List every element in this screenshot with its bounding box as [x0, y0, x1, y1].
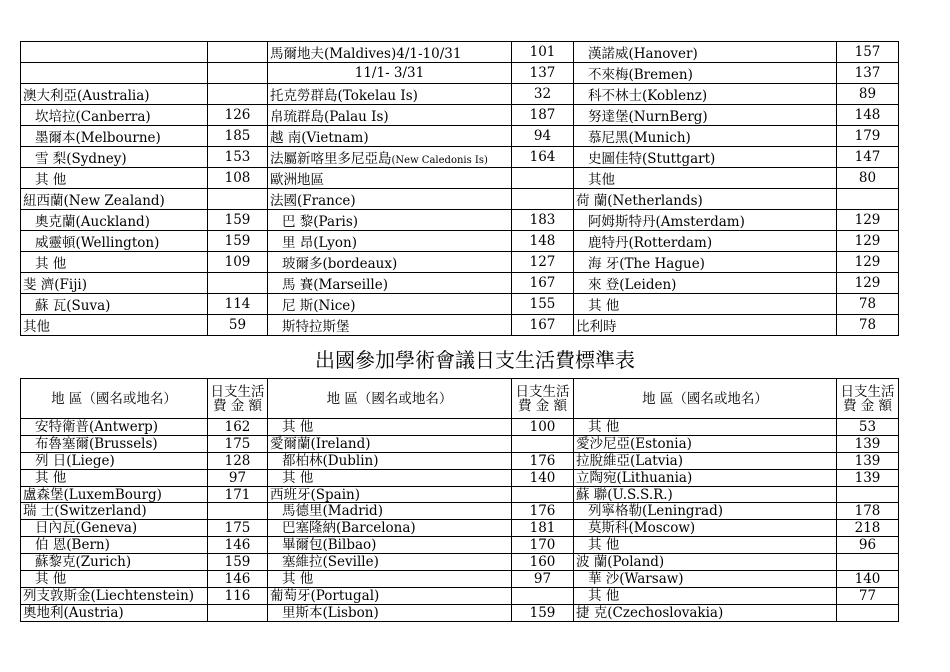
table-row — [21, 419, 899, 436]
table-row — [21, 587, 899, 604]
region-cell: 托克勞群島(Tokelau Is) — [268, 84, 512, 105]
region-cell: 瑞 士(Switzerland) — [21, 503, 208, 520]
amount-cell: 137 — [512, 63, 574, 84]
region-cell: 越 南(Vietnam) — [268, 126, 512, 147]
region-cell: 墨爾本(Melbourne) — [21, 126, 208, 147]
region-cell: 巴 黎(Paris) — [268, 210, 512, 231]
amount-cell — [837, 486, 899, 503]
region-cell: 其 他 — [574, 587, 837, 604]
region-cell: 帛琉群島(Palau Is) — [268, 105, 512, 126]
region-cell — [21, 42, 208, 63]
table-row — [21, 42, 899, 63]
amount-cell — [208, 84, 268, 105]
amount-cell — [208, 604, 268, 621]
region-cell: 澳大利亞(Australia) — [21, 84, 208, 105]
region-cell: 波 蘭(Poland) — [574, 554, 837, 571]
amount-cell: 159 — [208, 554, 268, 571]
amount-cell: 146 — [208, 571, 268, 588]
amount-cell: 181 — [512, 520, 574, 537]
region-cell: 蘇 聯(U.S.S.R.) — [574, 486, 837, 503]
amount-cell: 153 — [208, 147, 268, 168]
table-row — [21, 294, 899, 315]
table-row — [21, 252, 899, 273]
amount-cell: 178 — [837, 503, 899, 520]
amount-cell: 101 — [512, 42, 574, 63]
region-cell: 其他 — [574, 168, 837, 189]
table-row — [21, 189, 899, 210]
region-cell: 莫斯科(Moscow) — [574, 520, 837, 537]
amount-cell — [512, 168, 574, 189]
allowance-table — [20, 378, 899, 622]
region-cell: 都柏林(Dublin) — [268, 452, 512, 469]
region-cell: 布魯塞爾(Brussels) — [21, 435, 208, 452]
amount-cell: 129 — [837, 231, 899, 252]
table-row — [21, 537, 899, 554]
table-row — [21, 604, 899, 621]
region-cell: 捷 克(Czechoslovakia) — [574, 604, 837, 621]
region-cell: 馬 賽(Marseille) — [268, 273, 512, 294]
region-cell: 其 他 — [574, 537, 837, 554]
amount-cell: 148 — [837, 105, 899, 126]
amount-cell: 185 — [208, 126, 268, 147]
region-cell: 來 登(Leiden) — [574, 273, 837, 294]
region-cell: 法屬新喀里多尼亞島(New Caledonis Is) — [268, 147, 512, 168]
amount-cell: 147 — [837, 147, 899, 168]
table-row — [21, 168, 899, 189]
amount-cell: 128 — [208, 452, 268, 469]
amount-cell: 77 — [837, 587, 899, 604]
amount-cell: 159 — [512, 604, 574, 621]
amount-cell — [512, 435, 574, 452]
region-cell: 其 他 — [574, 294, 837, 315]
region-cell: 盧森堡(LuxemBourg) — [21, 486, 208, 503]
region-cell: 巴塞隆納(Barcelona) — [268, 520, 512, 537]
allowance-table-continued — [20, 41, 899, 336]
region-cell: 蘇 瓦(Suva) — [21, 294, 208, 315]
amount-cell: 183 — [512, 210, 574, 231]
amount-cell — [512, 486, 574, 503]
region-cell: 歐洲地區 — [268, 168, 512, 189]
amount-cell: 157 — [837, 42, 899, 63]
amount-cell — [837, 604, 899, 621]
region-cell: 玻爾多(bordeaux) — [268, 252, 512, 273]
amount-cell — [837, 554, 899, 571]
region-cell: 奧地利(Austria) — [21, 604, 208, 621]
amount-cell: 114 — [208, 294, 268, 315]
amount-cell: 139 — [837, 435, 899, 452]
region-cell: 荷 蘭(Netherlands) — [574, 189, 837, 210]
amount-cell: 80 — [837, 168, 899, 189]
region-cell: 威靈頓(Wellington) — [21, 231, 208, 252]
region-cell: 其 他 — [21, 469, 208, 486]
amount-cell: 170 — [512, 537, 574, 554]
region-cell: 不來梅(Bremen) — [574, 63, 837, 84]
amount-cell: 137 — [837, 63, 899, 84]
region-cell: 比利時 — [574, 315, 837, 336]
amount-cell: 129 — [837, 273, 899, 294]
region-cell: 慕尼黑(Munich) — [574, 126, 837, 147]
table-row — [21, 435, 899, 452]
amount-cell: 32 — [512, 84, 574, 105]
region-cell: 海 牙(The Hague) — [574, 252, 837, 273]
table-row — [21, 210, 899, 231]
header-amount: 日支生活 費 金 額 — [512, 379, 574, 419]
amount-cell: 176 — [512, 452, 574, 469]
region-cell: 葡萄牙(Portugal) — [268, 587, 512, 604]
table-row — [21, 63, 899, 84]
amount-cell: 94 — [512, 126, 574, 147]
amount-cell: 96 — [837, 537, 899, 554]
header-amount: 日支生活 費 金 額 — [208, 379, 268, 419]
amount-cell: 129 — [837, 252, 899, 273]
region-cell: 列支敦斯金(Liechtenstein) — [21, 587, 208, 604]
amount-cell: 127 — [512, 252, 574, 273]
amount-cell — [208, 63, 268, 84]
amount-cell: 171 — [208, 486, 268, 503]
amount-cell: 146 — [208, 537, 268, 554]
amount-cell: 175 — [208, 520, 268, 537]
region-cell: 華 沙(Warsaw) — [574, 571, 837, 588]
region-cell: 塞維拉(Seville) — [268, 554, 512, 571]
region-cell: 拉脫維亞(Latvia) — [574, 452, 837, 469]
table-row — [21, 231, 899, 252]
region-cell: 里斯本(Lisbon) — [268, 604, 512, 621]
header-region: 地 區（國名或地名） — [268, 379, 512, 419]
amount-cell: 129 — [837, 210, 899, 231]
amount-cell: 140 — [837, 571, 899, 588]
region-cell: 奧克蘭(Auckland) — [21, 210, 208, 231]
table-row — [21, 126, 899, 147]
amount-cell: 187 — [512, 105, 574, 126]
amount-cell — [208, 503, 268, 520]
region-cell: 愛爾蘭(Ireland) — [268, 435, 512, 452]
region-cell: 科不林士(Koblenz) — [574, 84, 837, 105]
amount-cell: 53 — [837, 419, 899, 436]
table-row — [21, 84, 899, 105]
header-region: 地 區（國名或地名） — [21, 379, 208, 419]
region-cell: 馬爾地夫(Maldives)4/1-10/31 — [268, 42, 512, 63]
region-cell: 馬德里(Madrid) — [268, 503, 512, 520]
amount-cell: 176 — [512, 503, 574, 520]
region-cell: 其 他 — [268, 419, 512, 436]
region-cell: 紐西蘭(New Zealand) — [21, 189, 208, 210]
amount-cell: 167 — [512, 315, 574, 336]
amount-cell: 78 — [837, 315, 899, 336]
region-cell: 尼 斯(Nice) — [268, 294, 512, 315]
table-row — [21, 147, 899, 168]
region-cell: 漢諾威(Hanover) — [574, 42, 837, 63]
region-cell — [21, 63, 208, 84]
region-cell: 列寧格勒(Leningrad) — [574, 503, 837, 520]
region-cell: 法國(France) — [268, 189, 512, 210]
region-cell: 蘇黎克(Zurich) — [21, 554, 208, 571]
table-row — [21, 520, 899, 537]
region-cell: 阿姆斯特丹(Amsterdam) — [574, 210, 837, 231]
region-cell: 畢爾包(Bilbao) — [268, 537, 512, 554]
region-cell: 坎培拉(Canberra) — [21, 105, 208, 126]
amount-cell: 155 — [512, 294, 574, 315]
amount-cell: 159 — [208, 210, 268, 231]
region-cell: 斯特拉斯堡 — [268, 315, 512, 336]
table-header-row — [21, 379, 899, 419]
region-cell: 里 昂(Lyon) — [268, 231, 512, 252]
page-title: 出國參加學術會議日支生活費標準表 — [315, 348, 635, 372]
amount-cell: 108 — [208, 168, 268, 189]
table-row — [21, 571, 899, 588]
amount-cell — [512, 189, 574, 210]
amount-cell: 159 — [208, 231, 268, 252]
region-cell: 其 他 — [574, 419, 837, 436]
amount-cell: 139 — [837, 452, 899, 469]
region-cell: 11/1- 3/31 — [268, 63, 512, 84]
amount-cell: 162 — [208, 419, 268, 436]
region-cell: 其 他 — [268, 571, 512, 588]
region-cell: 其他 — [21, 315, 208, 336]
amount-cell — [512, 587, 574, 604]
region-cell: 列 日(Liege) — [21, 452, 208, 469]
amount-cell: 148 — [512, 231, 574, 252]
header-region: 地 區（國名或地名） — [574, 379, 837, 419]
header-amount: 日支生活 費 金 額 — [837, 379, 899, 419]
amount-cell: 140 — [512, 469, 574, 486]
amount-cell: 97 — [512, 571, 574, 588]
region-cell: 其 他 — [21, 168, 208, 189]
amount-cell: 109 — [208, 252, 268, 273]
amount-cell — [837, 189, 899, 210]
amount-cell — [208, 273, 268, 294]
amount-cell: 218 — [837, 520, 899, 537]
region-cell: 努達堡(NurnBerg) — [574, 105, 837, 126]
region-cell: 立陶宛(Lithuania) — [574, 469, 837, 486]
table-row — [21, 452, 899, 469]
amount-cell: 139 — [837, 469, 899, 486]
amount-cell: 100 — [512, 419, 574, 436]
region-cell: 其 他 — [21, 252, 208, 273]
table-row — [21, 469, 899, 486]
amount-cell: 116 — [208, 587, 268, 604]
table-row — [21, 503, 899, 520]
table-row — [21, 273, 899, 294]
amount-cell: 97 — [208, 469, 268, 486]
amount-cell: 175 — [208, 435, 268, 452]
region-cell: 斐 濟(Fiji) — [21, 273, 208, 294]
amount-cell: 59 — [208, 315, 268, 336]
region-cell: 鹿特丹(Rotterdam) — [574, 231, 837, 252]
region-cell: 雪 梨(Sydney) — [21, 147, 208, 168]
table-row — [21, 315, 899, 336]
amount-cell: 126 — [208, 105, 268, 126]
region-cell: 安特衛普(Antwerp) — [21, 419, 208, 436]
amount-cell: 160 — [512, 554, 574, 571]
table-row — [21, 486, 899, 503]
region-cell: 其 他 — [268, 469, 512, 486]
amount-cell — [208, 42, 268, 63]
region-cell: 西班牙(Spain) — [268, 486, 512, 503]
amount-cell: 89 — [837, 84, 899, 105]
amount-cell: 179 — [837, 126, 899, 147]
region-cell: 伯 恩(Bern) — [21, 537, 208, 554]
region-cell: 史圖佳特(Stuttgart) — [574, 147, 837, 168]
table-row — [21, 554, 899, 571]
amount-cell: 164 — [512, 147, 574, 168]
amount-cell: 78 — [837, 294, 899, 315]
amount-cell — [208, 189, 268, 210]
region-cell: 其 他 — [21, 571, 208, 588]
region-cell: 日內瓦(Geneva) — [21, 520, 208, 537]
region-cell: 愛沙尼亞(Estonia) — [574, 435, 837, 452]
table-row — [21, 105, 899, 126]
amount-cell: 167 — [512, 273, 574, 294]
